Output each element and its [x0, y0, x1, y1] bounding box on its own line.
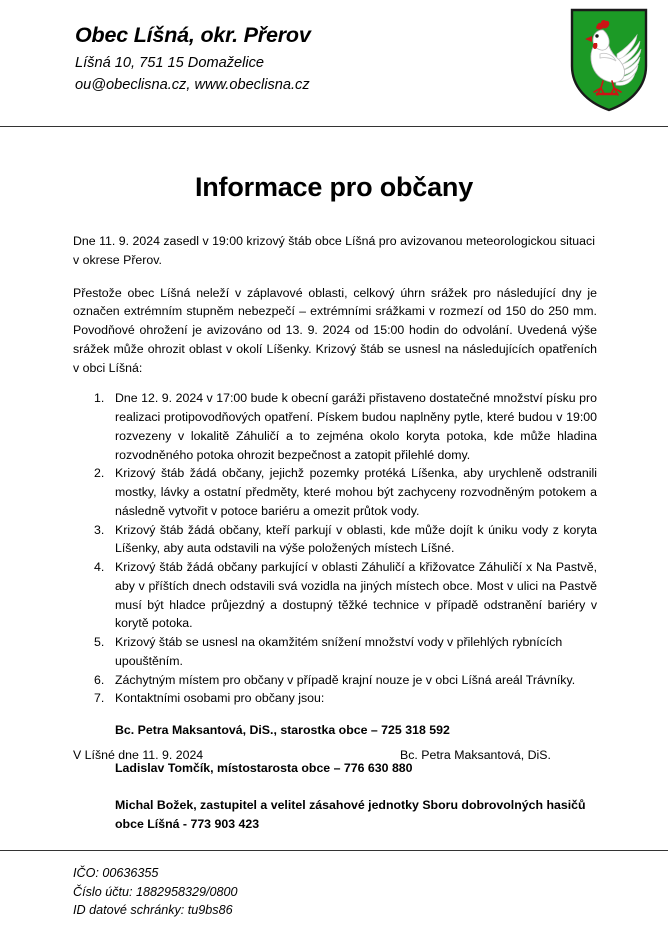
contact-person-deputy-mayor: Ladislav Tomčík, místostarosta obce – 776 630 880 — [115, 760, 413, 775]
measures-list — [73, 389, 597, 708]
list-item: Záchytným místem pro občany v případě krajní nouze je v obci Líšná areál Trávníky. — [115, 672, 576, 687]
letterhead-footer — [73, 864, 238, 920]
contact-persons-block — [73, 721, 597, 833]
organization-contact: ou@obeclisna.cz, www.obeclisna.cz — [75, 77, 310, 94]
intro-paragraph: Dne 11. 9. 2024 zasedl v 19:00 krizový štáb obce Líšná pro avizovanou meteorologickou situaci v okrese Přerov. — [73, 234, 595, 267]
organization-block — [75, 22, 311, 97]
contact-person-mayor: Bc. Petra Maksantová, DiS., starostka obce – 725 318 592 — [115, 723, 450, 737]
letterhead-header — [0, 0, 668, 126]
list-item: Krizový štáb se usnesl na okamžitém snížení množství vody v přilehlých rybnících upouštěním. — [115, 635, 563, 668]
organization-name: Obec Líšná, okr. Přerov — [75, 23, 311, 47]
footer-account-number: Číslo účtu: 1882958329/0800 — [73, 884, 238, 899]
municipal-coat-of-arms-icon — [570, 8, 648, 112]
place-and-date: V Líšné dne 11. 9. 2024 — [73, 748, 204, 762]
list-item: Krizový štáb žádá občany, kteří parkují v oblasti, kde může dojít k úniku vody z koryta Líšenky, aby auta odstavili na výše položených místech Líšné. — [115, 522, 597, 556]
page-title: Informace pro občany — [194, 172, 474, 202]
document-body — [73, 232, 597, 833]
contact-person-fire-commander: Michal Božek, zastupitel a velitel zásahové jednotky Sboru dobrovolných hasičů obce Líšná - 773 903 423 — [115, 798, 586, 831]
list-item: Dne 12. 9. 2024 v 17:00 bude k obecní garáži přistaveno dostatečné množství písku pro realizaci protipovodňových opatření. Pískem budou naplněny pytle, které budou v 19:00 rozvezeny v lokalitě Záhuličí a to zejména okolo koryta potoka, kde může hladina rozvodněného potoka ohrozit bezpečnost a zatopit přilehlé domy. — [115, 391, 597, 462]
footer-divider — [0, 850, 668, 851]
signer-name: Bc. Petra Maksantová, DiS. — [400, 748, 551, 762]
list-item: Krizový štáb žádá občany, jejichž pozemky protéká Líšenka, aby urychleně odstranili mostky, lávky a ostatní předměty, které mohou být zachyceny rozvodněným potokem a následně vytvořit v potoce bariéru a omezit průtok vody. — [115, 466, 597, 518]
list-item: Kontaktními osobami pro občany jsou: — [115, 691, 325, 706]
organization-address: Líšná 10, 751 15 Domaželice — [75, 55, 265, 72]
situation-paragraph: Přestože obec Líšná neleží v záplavové oblasti, celkový úhrn srážek pro následující dny je označen extrémním stupněm nebezpečí – extrémními srážkami v rozmezí od 150 do 250 mm. Povodňové ohrožení je avizováno od 13. 9. 2024 od 15:00 hodin do odvolání. Uvedená výše srážek může ohrozit oblast v okolí Líšenky. Krizový štáb se usnesl na následujících opatřeních v obci Líšná: — [73, 285, 597, 375]
footer-databox-id: ID datové schránky: tu9bs86 — [73, 903, 233, 918]
footer-ico: IČO: 00636355 — [73, 866, 159, 880]
header-divider — [0, 126, 668, 127]
list-item: Krizový štáb žádá občany parkující v oblasti Záhuličí a křižovatce Záhuličí x Na Pastvě, aby v příštích dnech odstavili svá vozidla na jiných místech obce. Most v ulici na Pastvě musí být hladce průjezdný a dostupný těžké technice v případě odstranění bariéry v korytě potoka. — [115, 560, 597, 631]
